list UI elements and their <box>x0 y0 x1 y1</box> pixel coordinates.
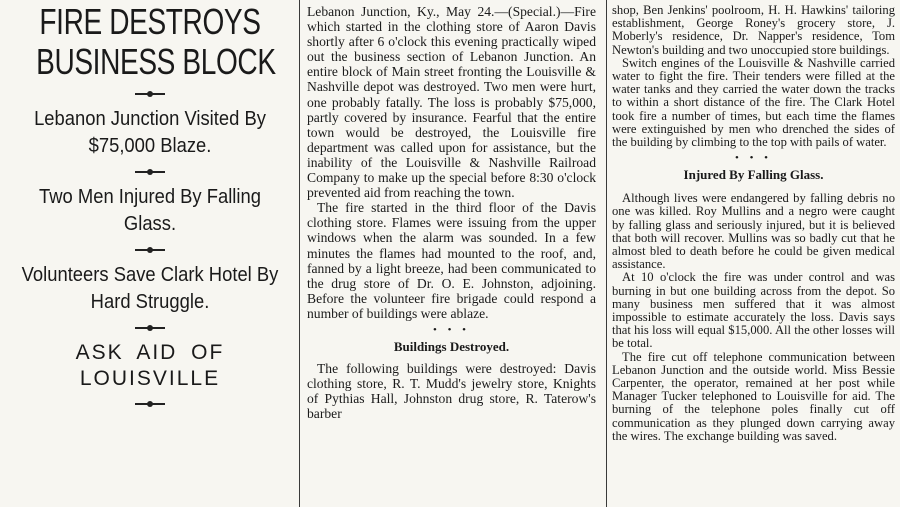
article-paragraph: At 10 o'clock the fire was under control and was burning in but one building across from the depot. So many business men suffered that it was almost impossible to estimate accurately the loss. Davis says that his loss will equal $15,000. All the other losses will be total. <box>612 270 895 351</box>
deck-volunteers: Volunteers Save Clark Hotel By Hard Struggle. <box>21 264 279 313</box>
article-paragraph: Lebanon Junction, Ky., May 24.—(Special.)—Fire which started in the clothing store of Aaron Davis shortly after 6 o'clock this evening practically wiped out the business section of Lebanon Junction. An entire block of Main street fronting the Louisville & Nashville depot was destroyed. Two men were hurt, one probably fatally. The loss is probably $75,000, partly covered by insurance. Fearful that the entire town would be destroyed, the Louisville fire department was called upon for assistance, but the inability of the Louisville & Nashville Railroad Company to make up the special before 8:30 o'clock prevented aid from reaching the town. <box>307 4 596 201</box>
article-paragraph: shop, Ben Jenkins' poolroom, H. H. Hawkins' tailoring establishment, George Roney's grocery store, J. Moberly's residence, Dr. Napper's residence, Tom Newton's building and two unoccupied store buildings. <box>612 3 895 57</box>
dash-separator <box>4 316 296 340</box>
deck-visited: Lebanon Junction Visited By $75,000 Blaze. <box>34 108 266 157</box>
article-paragraph: The following buildings were destroyed: Davis clothing store, R. T. Mudd's jewelry store, Knights of Pythias Hall, Johnston drug store, R. Taterow's barber <box>307 360 596 422</box>
article-paragraph: The fire started in the third floor of the Davis clothing store. Flames were issuing from the upper windows when the alarm was sounded. In a few minutes the flames had mounted to the roof, and, fanned by a light breeze, had been communicated to the drug store of Dr. O. E. Johnston, adjoining. Before the volunteer fire brigade could respond a number of buildings were ablaze. <box>307 200 596 321</box>
article-paragraph: Although lives were endangered by falling debris no one was killed. Roy Mullins and a negro were caught by falling glass and seriously injured, but it is believed that both will recover. Mullins was so badly cut that he almost bled to death before he could be given medical assistance. <box>612 191 895 272</box>
dash-separator <box>4 82 296 106</box>
deck-ask-aid: ASK AID OF LOUISVILLE <box>75 341 225 390</box>
headline-line-1: FIRE DESTROYS <box>39 1 261 42</box>
deck-injured: Two Men Injured By Falling Glass. <box>39 186 261 235</box>
article-column-2 <box>307 4 596 421</box>
dash-separator <box>4 160 296 184</box>
subhead-injured-by-falling-glass: Injured By Falling Glass. <box>683 167 824 183</box>
column-rule <box>606 0 607 507</box>
article-column-3 <box>612 4 895 443</box>
subhead-buildings-destroyed: Buildings Destroyed. <box>393 338 510 354</box>
dash-separator <box>4 238 296 262</box>
section-dots: • • • <box>734 152 773 165</box>
headline-line-2: BUSINESS BLOCK <box>36 41 276 82</box>
column-rule <box>299 0 300 507</box>
article-paragraph: The fire cut off telephone communication between Lebanon Junction and the outside world. Miss Bessie Carpenter, the operator, remained at her post while Manager Tucker telephoned to Louisville for aid. The burning of the telephone poles finally cut off communication as they plunged down carrying away the wires. The exchange building was saved. <box>612 349 895 443</box>
dash-separator <box>4 392 296 416</box>
headline-column <box>4 2 296 416</box>
section-dots: • • • <box>432 323 471 336</box>
article-paragraph: Switch engines of the Louisville & Nashville carried water to fight the fire. Their tenders were filled at the water tanks and they carried the water down the tracks to within a short distance of the fire. The Clark Hotel took fire a number of times, but each time the flames were extinguished by men who drenched the sides of the building by climbing to the top with pails of water. <box>612 55 895 150</box>
